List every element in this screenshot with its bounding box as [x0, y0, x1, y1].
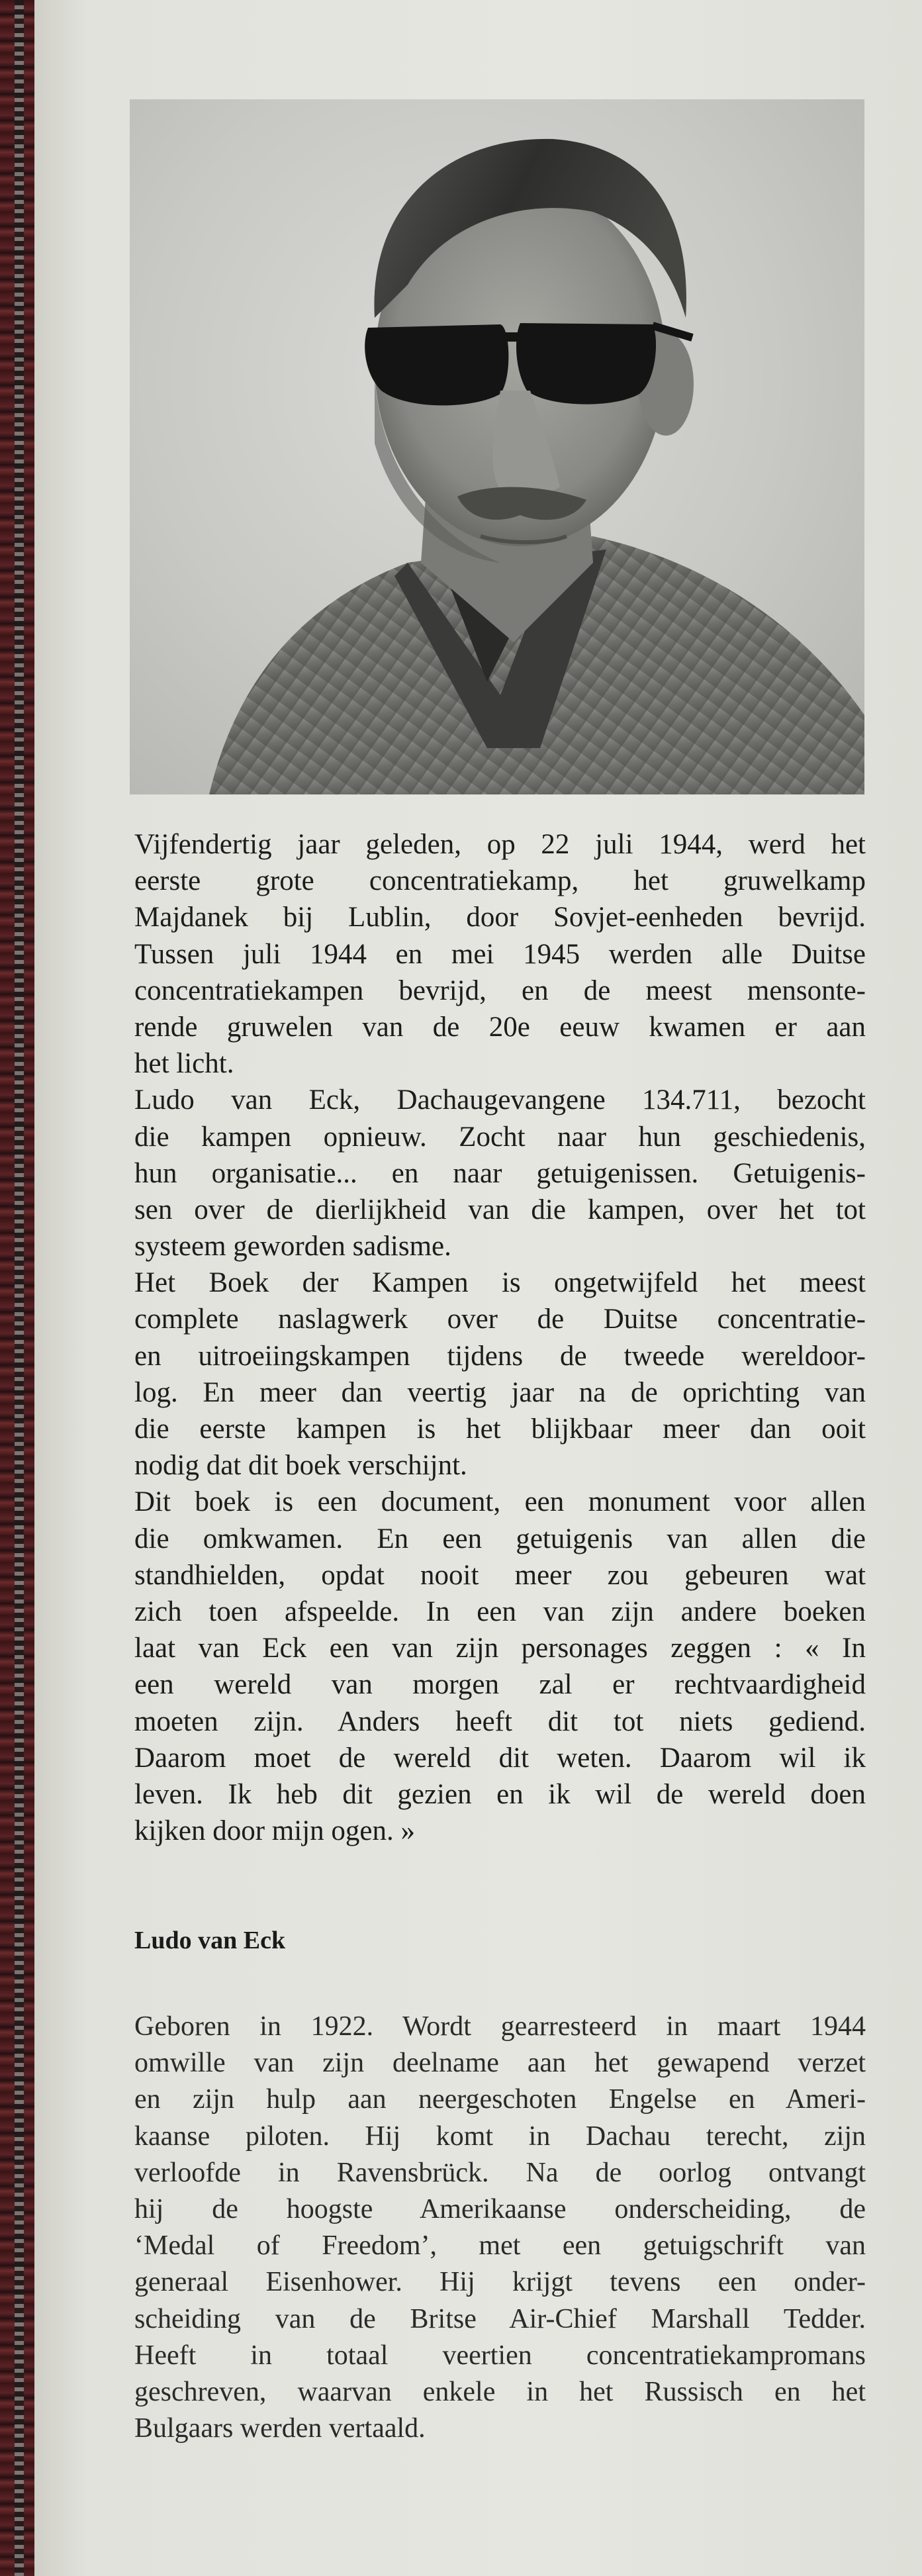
intro-line: kijken door mijn ogen. » [134, 1815, 415, 1847]
intro-line: standhielden, opdat nooit meer zou gebeuren wat [134, 1559, 866, 1591]
intro-line: Het Boek der Kampen is ongetwijfeld het meest [134, 1267, 866, 1299]
intro-line: systeem geworden sadisme. [134, 1231, 451, 1263]
intro-line: moeten zijn. Anders heeft dit tot niets gediend. [134, 1705, 866, 1737]
bio-line: en zijn hulp aan neergeschoten Engelse en Ameri- [134, 2084, 866, 2115]
intro-line: een wereld van morgen zal er rechtvaardigheid [134, 1669, 866, 1701]
bio-line: scheiding van de Britse Air-Chief Marshall Tedder. [134, 2303, 866, 2334]
intro-line: en uitroeiingskampen tijdens de tweede wereldoor- [134, 1340, 866, 1372]
bio-line: Geboren in 1922. Wordt gearresteerd in maart 1944 [134, 2011, 866, 2042]
intro-line: Daarom moet de wereld dit weten. Daarom wil ik [134, 1742, 866, 1774]
intro-line: Majdanek bij Lublin, door Sovjet-eenheden bevrijd. [134, 902, 866, 933]
intro-line: concentratiekampen bevrijd, en de meest mensonte- [134, 975, 866, 1006]
binding-stitching [15, 0, 24, 2576]
intro-line: die kampen opnieuw. Zocht naar hun geschiedenis, [134, 1121, 866, 1153]
intro-line: rende gruwelen van de 20e eeuw kwamen er aan [134, 1011, 866, 1043]
bio-line: omwille van zijn deelname aan het gewapend verzet [134, 2048, 866, 2079]
bio-line: kaanse piloten. Hij komt in Dachau terecht, zijn [134, 2121, 866, 2152]
intro-line: het licht. [134, 1048, 234, 1080]
intro-line: nodig dat dit boek verschijnt. [134, 1450, 467, 1482]
intro-line: Vijfendertig jaar geleden, op 22 juli 1944, werd het [134, 829, 866, 860]
bio-line: hij de hoogste Amerikaanse onderscheiding, de [134, 2193, 866, 2224]
author-heading: Ludo van Eck [134, 1927, 286, 1954]
bio-line: ‘Medal of Freedom’, met een getuigschrift van [134, 2230, 866, 2262]
intro-line: sen over de dierlijkheid van die kampen, over het tot [134, 1194, 866, 1225]
intro-line: die omkwamen. En een getuigenis van allen die [134, 1523, 866, 1554]
bio-line: generaal Eisenhower. Hij krijgt tevens een onder- [134, 2267, 866, 2298]
intro-text [134, 826, 866, 1849]
portrait-illustration [130, 99, 864, 794]
bio-line: geschreven, waarvan enkele in het Russisch en het [134, 2376, 866, 2407]
intro-line: log. En meer dan veertig jaar na de oprichting van [134, 1376, 866, 1408]
intro-line: leven. Ik heb dit gezien en ik wil de wereld doen [134, 1778, 866, 1810]
intro-line: Ludo van Eck, Dachaugevangene 134.711, bezocht [134, 1084, 866, 1116]
intro-line: Dit boek is een document, een monument voor allen [134, 1486, 866, 1518]
intro-line: hun organisatie... en naar getuigenissen. Getuigenis- [134, 1157, 866, 1189]
intro-line: complete naslagwerk over de Duitse concentratie- [134, 1304, 866, 1335]
intro-line: eerste grote concentratiekamp, het gruwelkamp [134, 865, 866, 897]
intro-line: die eerste kampen is het blijkbaar meer dan ooit [134, 1413, 866, 1445]
bio-line: Heeft in totaal veertien concentratiekampromans [134, 2340, 866, 2371]
author-bio-text [134, 2009, 866, 2448]
author-portrait-photo [130, 99, 864, 794]
bio-line: Bulgaars werden vertaald. [134, 2413, 426, 2444]
bio-line: verloofde in Ravensbrück. Na de oorlog ontvangt [134, 2157, 866, 2188]
intro-line: zich toen afspeelde. In een van zijn andere boeken [134, 1596, 866, 1627]
intro-line: laat van Eck een van zijn personages zeggen : « In [134, 1633, 866, 1664]
intro-line: Tussen juli 1944 en mei 1945 werden alle Duitse [134, 938, 866, 970]
